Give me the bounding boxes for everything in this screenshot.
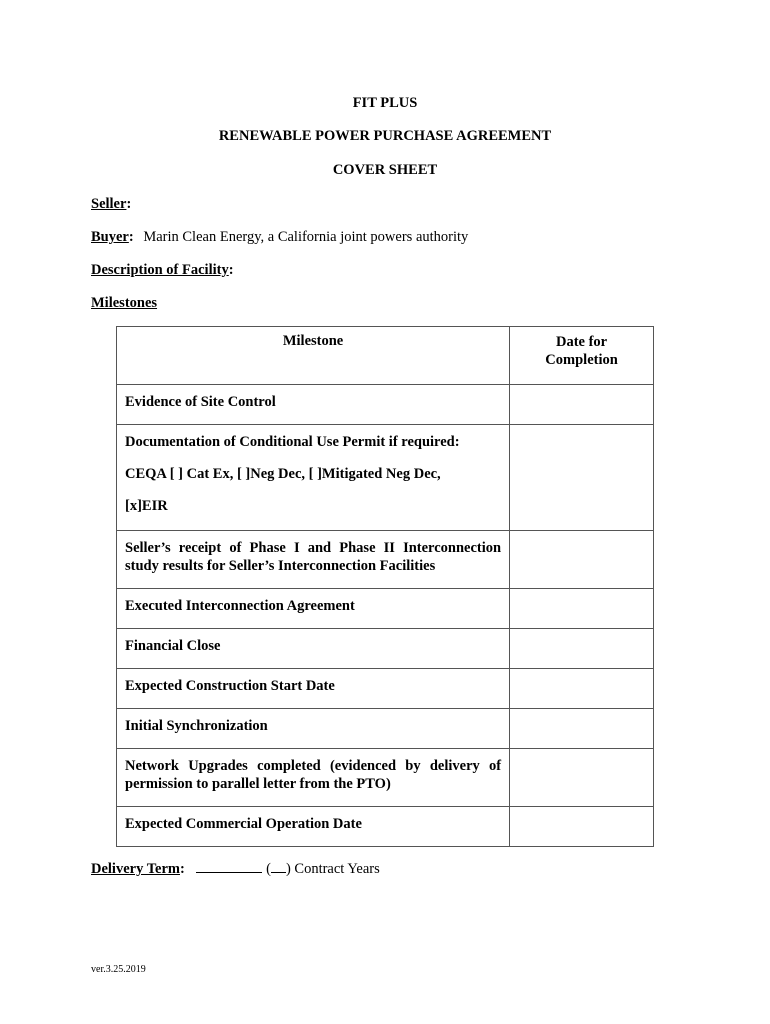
- milestone-label: Executed Interconnection Agreement: [125, 598, 355, 614]
- delivery-term-blank[interactable]: [196, 859, 262, 873]
- milestone-label: Expected Commercial Operation Date: [125, 816, 362, 832]
- title-cover-sheet: COVER SHEET: [332, 162, 438, 178]
- buyer-line: Buyer: Marin Clean Energy, a California joint powers authority: [91, 229, 469, 245]
- date-cell[interactable]: [510, 749, 654, 807]
- facility-line: Description of Facility:: [91, 262, 234, 278]
- milestone-ceqa-options: CEQA [ ] Cat Ex, [ ]Neg Dec, [ ]Mitigated Neg Dec,: [125, 466, 441, 482]
- milestone-label: Initial Synchronization: [125, 718, 268, 734]
- header-milestone: Milestone: [282, 333, 344, 349]
- milestone-label: Evidence of Site Control: [125, 394, 276, 410]
- table-row: [117, 807, 654, 847]
- table-row: [117, 385, 654, 425]
- table-row: [117, 709, 654, 749]
- table-row: [117, 669, 654, 709]
- delivery-term-years-blank[interactable]: [271, 859, 286, 873]
- milestone-label: Financial Close: [125, 638, 221, 654]
- table-row: [117, 629, 654, 669]
- seller-label: Seller: [91, 196, 127, 212]
- date-cell[interactable]: [510, 385, 654, 425]
- buyer-value: Marin Clean Energy, a California joint powers authority: [143, 229, 469, 245]
- seller-line: Seller:: [91, 196, 132, 212]
- date-cell[interactable]: [510, 589, 654, 629]
- date-cell[interactable]: [510, 807, 654, 847]
- date-cell[interactable]: [510, 669, 654, 709]
- milestones-heading: Milestones: [91, 295, 158, 311]
- table-row: [117, 589, 654, 629]
- facility-label: Description of Facility: [91, 262, 229, 278]
- delivery-term-paren-open: (: [266, 861, 271, 877]
- milestone-label: Documentation of Conditional Use Permit if required:: [125, 434, 460, 450]
- version-footer: ver.3.25.2019: [91, 964, 146, 975]
- table-row: [117, 531, 654, 589]
- header-date-for-completion: Date for Completion: [545, 334, 618, 368]
- table-row: [117, 425, 654, 531]
- title-agreement: RENEWABLE POWER PURCHASE AGREEMENT: [218, 128, 552, 144]
- date-cell[interactable]: [510, 629, 654, 669]
- table-header-row: [117, 327, 654, 385]
- delivery-term-line: Delivery Term: ( ) Contract Years: [91, 861, 380, 877]
- milestone-label: Seller’s receipt of Phase I and Phase II Interconnection study results for Seller’s Interconnection Facilities: [125, 540, 502, 574]
- buyer-label: Buyer: [91, 229, 129, 245]
- milestones-table: [116, 326, 654, 847]
- table-row: [117, 749, 654, 807]
- delivery-term-label: Delivery Term: [91, 861, 180, 877]
- date-cell[interactable]: [510, 709, 654, 749]
- milestone-eir-option: [x]EIR: [125, 498, 168, 514]
- date-cell[interactable]: [510, 531, 654, 589]
- milestone-label: Expected Construction Start Date: [125, 678, 335, 694]
- title-fit-plus: FIT PLUS: [352, 95, 418, 111]
- date-cell[interactable]: [510, 425, 654, 531]
- milestone-label: Network Upgrades completed (evidenced by delivery of permission to parallel letter from the PTO): [125, 758, 502, 792]
- delivery-term-contract-years: ) Contract Years: [285, 861, 380, 877]
